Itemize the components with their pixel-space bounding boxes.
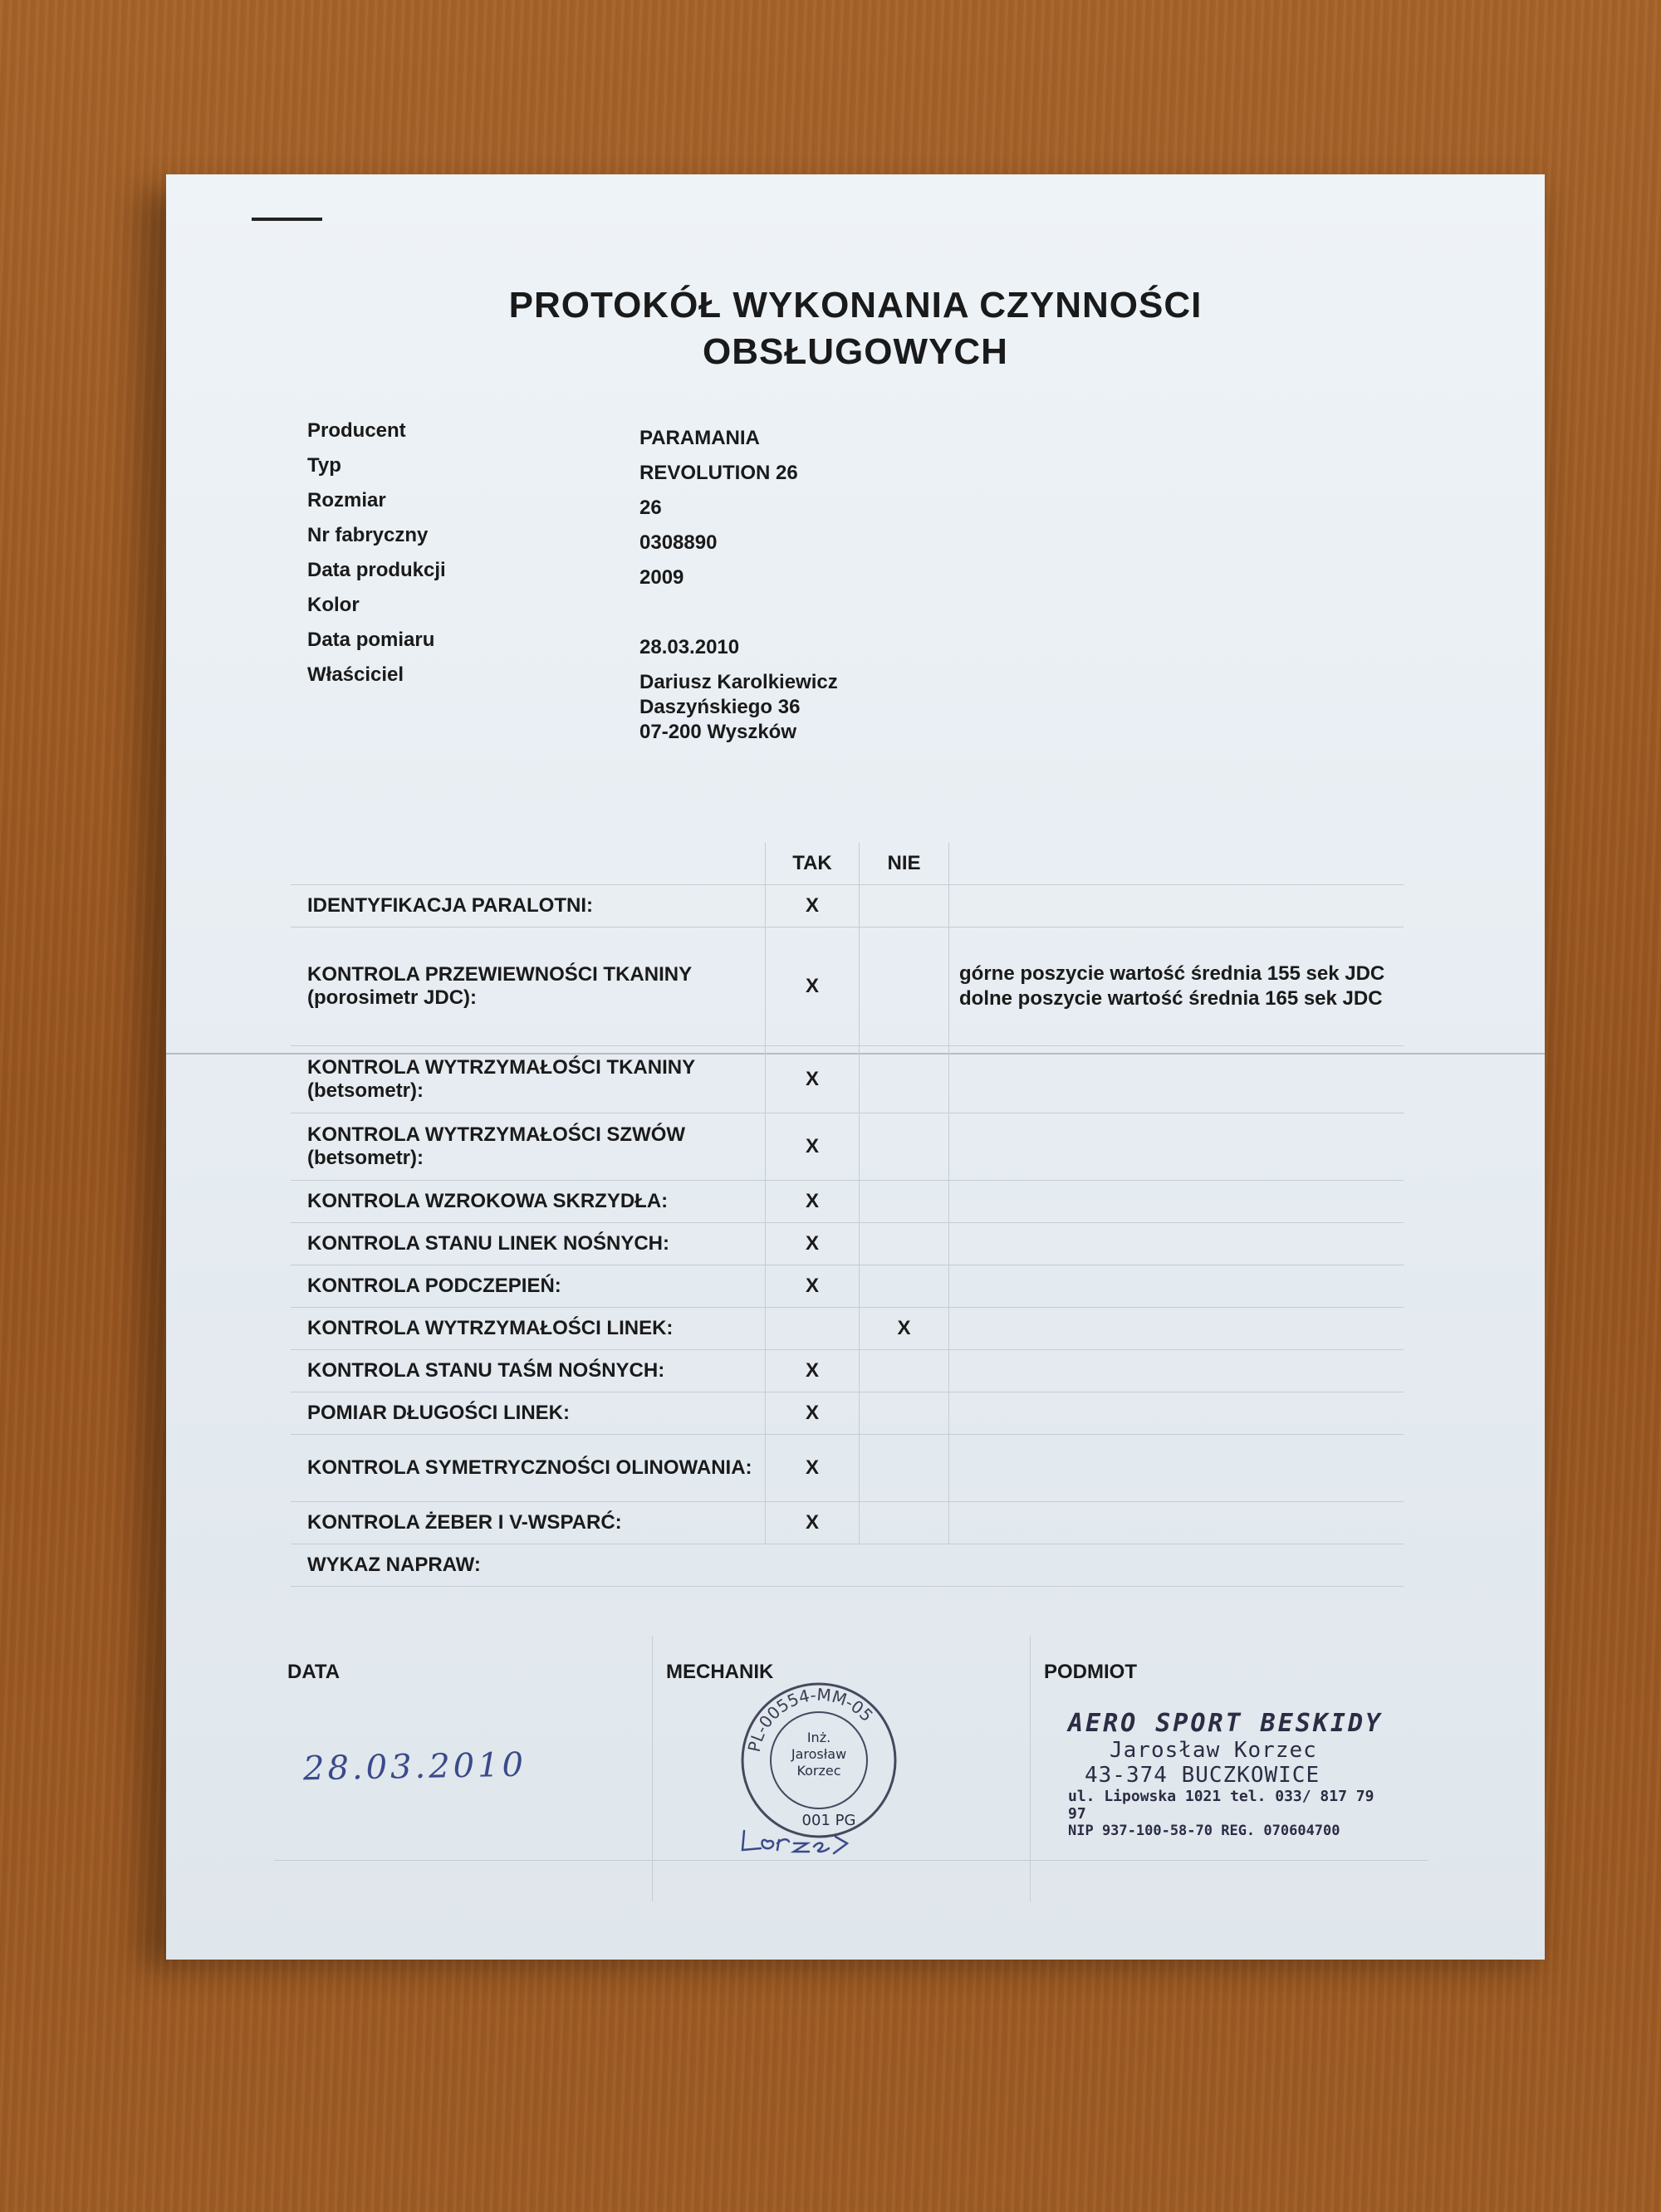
check-tak: X (766, 1046, 860, 1113)
check-nie (860, 885, 949, 927)
owner-name: Dariusz Karolkiewicz (639, 671, 838, 693)
check-label: KONTROLA ŻEBER I V-WSPARĆ: (291, 1502, 766, 1544)
header-tak: TAK (766, 843, 860, 885)
info-value: 2009 (639, 566, 684, 589)
check-tak: X (766, 1392, 860, 1435)
check-nie (860, 927, 949, 1046)
check-tak: X (766, 885, 860, 927)
info-label: Typ (307, 454, 341, 477)
check-label: KONTROLA PRZEWIEWNOŚCI TKANINY (porosimetr JDC): (291, 927, 766, 1046)
check-nie (860, 1265, 949, 1308)
check-note (949, 1502, 1404, 1544)
check-tak (766, 1544, 860, 1587)
check-note (949, 1113, 1404, 1181)
handwritten-date: 28.03.2010 (302, 1745, 527, 1789)
check-label: KONTROLA SYMETRYCZNOŚCI OLINOWANIA: (291, 1435, 766, 1502)
check-note-cell (949, 927, 1404, 1046)
info-label: Data pomiaru (307, 629, 435, 651)
info-value: 0308890 (639, 531, 718, 554)
check-label: IDENTYFIKACJA PARALOTNI: (291, 885, 766, 927)
mechanic-signature (736, 1818, 902, 1860)
stamp-line-3: Korzec (796, 1763, 841, 1779)
check-nie (860, 1435, 949, 1502)
info-row-typ (307, 454, 1221, 489)
check-nie: X (860, 1308, 949, 1350)
inspection-table (291, 843, 1404, 1587)
check-tak: X (766, 1223, 860, 1265)
title-line-2: OBSŁUGOWYCH (703, 331, 1008, 372)
table-row (291, 1223, 1404, 1265)
owner-block (639, 670, 838, 745)
owner-city: 07-200 Wyszków (639, 721, 796, 743)
check-tak: X (766, 1265, 860, 1308)
check-nie (860, 1392, 949, 1435)
check-label: KONTROLA WYTRZYMAŁOŚCI LINEK: (291, 1308, 766, 1350)
check-nie (860, 1223, 949, 1265)
check-tak: X (766, 1113, 860, 1181)
stamp-line-1: Inż. (806, 1730, 831, 1745)
note-upper: górne poszycie wartość średnia 155 sek JDC (959, 962, 1385, 985)
check-note (949, 885, 1404, 927)
info-label: Kolor (307, 594, 360, 616)
check-nie (860, 1350, 949, 1392)
check-nie (860, 1502, 949, 1544)
stamp-line-2: Jarosław (791, 1746, 847, 1762)
table-header-row (291, 843, 1404, 885)
table-row (291, 1392, 1404, 1435)
stamp-ring-textpath: PL-00554-MM-05 (743, 1684, 878, 1754)
company-stamp (1068, 1709, 1392, 1839)
document-title (166, 282, 1545, 375)
table-row (291, 1113, 1404, 1181)
info-value: 26 (639, 497, 662, 519)
stamp-line-4: 001 PG (801, 1812, 856, 1829)
table-row (291, 1502, 1404, 1544)
check-tak: X (766, 1435, 860, 1502)
check-tak (766, 1308, 860, 1350)
table-row (291, 1046, 1404, 1113)
company-owner: Jarosław Korzec (1110, 1738, 1317, 1763)
info-value: PARAMANIA (639, 427, 760, 449)
info-row-rozmiar (307, 489, 1221, 524)
header-notes (949, 843, 1404, 885)
check-tak: X (766, 1502, 860, 1544)
check-tak: X (766, 1350, 860, 1392)
check-tak: X (766, 1181, 860, 1223)
note-lower: dolne poszycie wartość średnia 165 sek JDC (959, 987, 1383, 1010)
table-row (291, 1308, 1404, 1350)
document-sheet (166, 174, 1545, 1960)
check-label: KONTROLA WZROKOWA SKRZYDŁA: (291, 1181, 766, 1223)
check-label: KONTROLA WYTRZYMAŁOŚCI SZWÓW (betsometr): (291, 1113, 766, 1181)
info-label: Producent (307, 419, 406, 442)
check-label: KONTROLA STANU LINEK NOŚNYCH: (291, 1223, 766, 1265)
company-header: PODMIOT (1044, 1661, 1137, 1683)
check-label: POMIAR DŁUGOŚCI LINEK: (291, 1392, 766, 1435)
info-label: Data produkcji (307, 559, 446, 581)
check-note (949, 1435, 1404, 1502)
title-line-1: PROTOKÓŁ WYKONANIA CZYNNOŚCI (508, 285, 1203, 325)
mechanic-header: MECHANIK (666, 1661, 774, 1683)
table-row (291, 1435, 1404, 1502)
check-note (949, 1265, 1404, 1308)
info-row-data-pomiaru (307, 629, 1221, 663)
date-header: DATA (287, 1661, 341, 1683)
info-row-data-produkcji (307, 559, 1221, 594)
table-row (291, 885, 1404, 927)
info-row-nr-fabryczny (307, 524, 1221, 559)
check-nie (860, 1181, 949, 1223)
table-row (291, 1181, 1404, 1223)
check-label: WYKAZ NAPRAW: (291, 1544, 766, 1587)
info-row-kolor (307, 594, 1221, 629)
table-row (291, 927, 1404, 1046)
check-note (949, 1181, 1404, 1223)
check-note (949, 1350, 1404, 1392)
info-row-wlasciciel (307, 663, 1221, 743)
check-note (949, 1392, 1404, 1435)
owner-street: Daszyńskiego 36 (639, 696, 801, 718)
info-label: Nr fabryczny (307, 524, 429, 546)
signature-section (274, 1636, 1428, 1901)
header-nie: NIE (860, 843, 949, 885)
check-nie (860, 1046, 949, 1113)
check-tak: X (766, 927, 860, 1046)
company-address: ul. Lipowska 1021 tel. 033/ 817 79 97 (1068, 1788, 1374, 1823)
company-city: 43-374 BUCZKOWICE (1085, 1763, 1320, 1788)
company-column (1030, 1636, 1429, 1901)
equipment-info (307, 419, 1221, 743)
table-row (291, 1350, 1404, 1392)
info-value: 28.03.2010 (639, 636, 740, 658)
info-label: Rozmiar (307, 489, 386, 511)
table-row (291, 1544, 1404, 1587)
check-nie (860, 1113, 949, 1181)
mechanic-column (652, 1636, 1031, 1901)
pen-mark (252, 218, 322, 221)
header-empty (291, 843, 766, 885)
check-label: KONTROLA STANU TAŚM NOŚNYCH: (291, 1350, 766, 1392)
company-ids: NIP 937-100-58-70 REG. 070604700 (1068, 1823, 1340, 1839)
info-row-producent (307, 419, 1221, 454)
table-row (291, 1265, 1404, 1308)
info-value: REVOLUTION 26 (639, 462, 798, 484)
check-label: KONTROLA PODCZEPIEŃ: (291, 1265, 766, 1308)
check-note (949, 1308, 1404, 1350)
info-label: Właściciel (307, 663, 404, 686)
check-nie (860, 1544, 949, 1587)
date-column (274, 1636, 652, 1901)
check-note (949, 1046, 1404, 1113)
check-note (949, 1544, 1404, 1587)
check-label: KONTROLA WYTRZYMAŁOŚCI TKANINY (betsometr): (291, 1046, 766, 1113)
company-name: AERO SPORT BESKIDY (1068, 1709, 1384, 1738)
check-note (949, 1223, 1404, 1265)
